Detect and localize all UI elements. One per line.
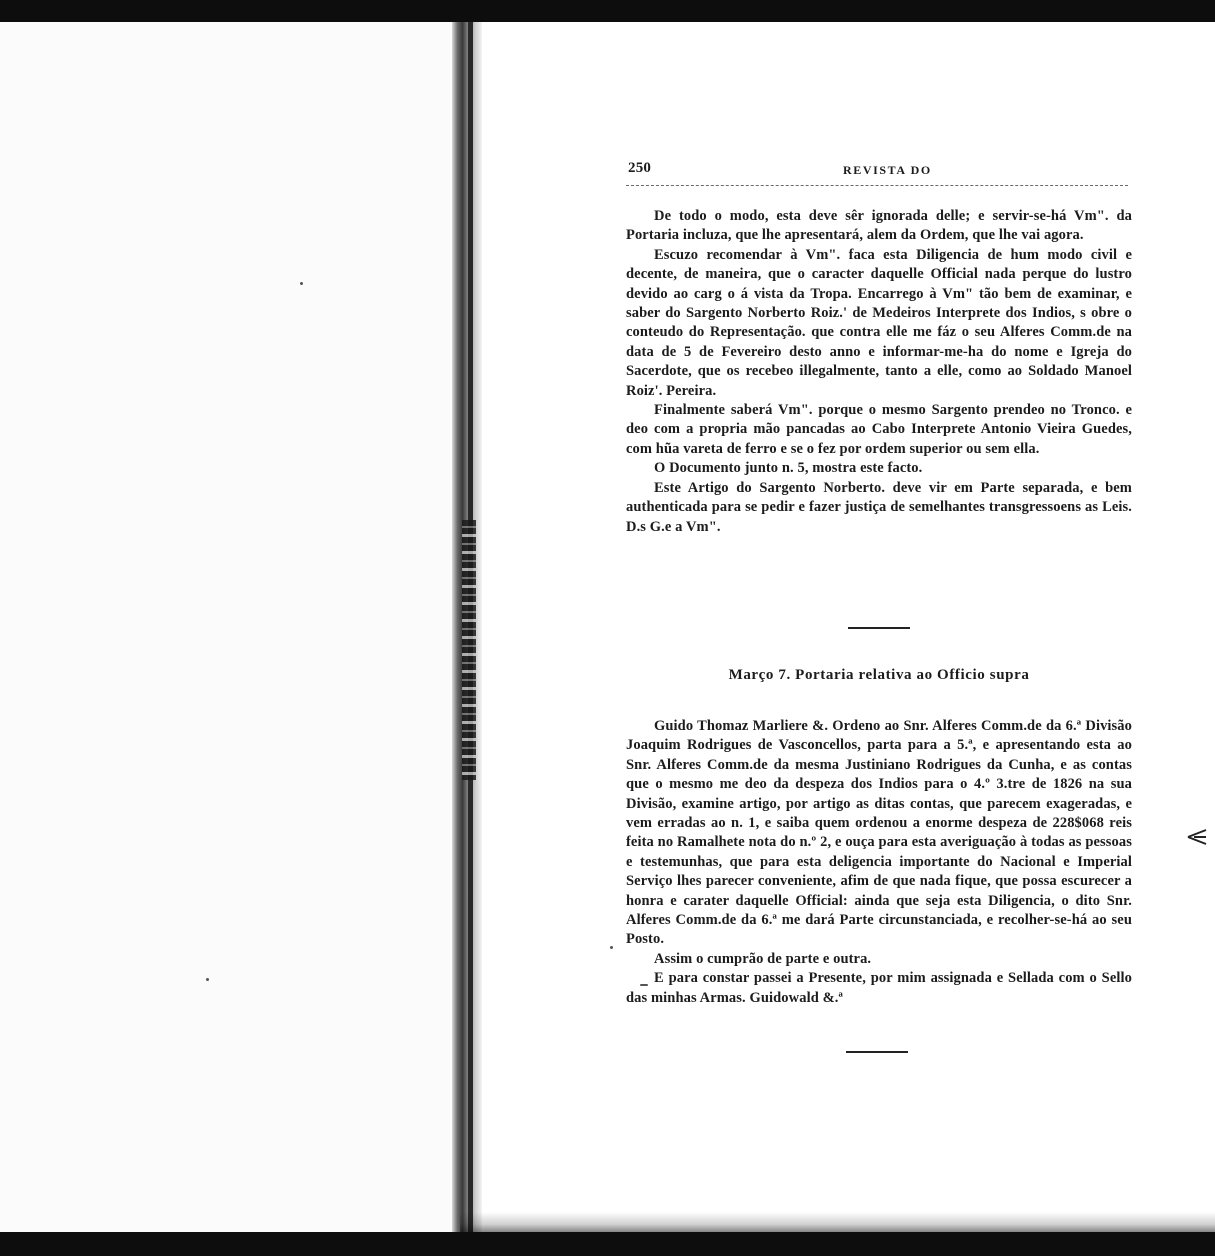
section-divider [848, 627, 910, 629]
letter-paragraph-3: Finalmente saberá Vm". porque o mesmo Sargento prendeo no Tronco. e deo com a propria mão pancadas ao Cabo Interprete Antonio Vieira Guedes, com hũa vareta de ferro e se o fez por ordem superior ou sem ella. [626, 402, 1132, 457]
letter-paragraph-5: Este Artigo do Sargento Norberto. deve vir em Parte separada, e bem authenticada para se pedir e fazer justiça de semelhantes transgressoens as Leis. D.s G.e a Vm". [626, 479, 1132, 535]
right-page [482, 22, 1215, 1232]
letter-paragraph-4: O Documento junto n. 5, mostra este facto. [654, 460, 923, 477]
portaria-paragraph-3: E para constar passei a Presente, por mim assignada e Sellada com o Sello das minhas Armas. Guidowald &.ª [626, 970, 1132, 1006]
scan-top-border [0, 0, 1215, 22]
header-rule [626, 185, 1128, 186]
scan-speck [300, 282, 303, 285]
spine-bleedthrough [462, 520, 476, 780]
letter-body [626, 207, 1132, 537]
end-divider [846, 1051, 908, 1053]
page-number: 250 [628, 160, 652, 176]
left-blank-page [0, 22, 452, 1232]
journal-title: REVISTA DO [843, 163, 932, 177]
letter-paragraph-1: De todo o modo, esta deve sêr ignorada delle; e servir-se-há Vm". da Portaria incluza, que lhe apresentará, alem da Ordem, que lhe vai agora. [626, 208, 1132, 244]
portaria-body [626, 717, 1132, 1008]
section-heading: Março 7. Portaria relativa ao Officio supra [728, 667, 1030, 683]
scan-speck [206, 978, 209, 981]
portaria-paragraph-2: Assim o cumprão de parte e outra. [654, 950, 872, 967]
page-bottom-shadow [460, 1212, 1215, 1234]
letter-paragraph-2: Escuzo recomendar à Vm". faca esta Diligencia de hum modo civil e decente, de maneira, que o caracter daquelle Official nada perque do lustro devido ao carg o á vista da Tropa. Encarrego à Vm" tão bem de examinar, e saber do Sargento Norberto Roiz.' de Medeiros Interprete dos Indios, s obre o conteudo do Representação. que contra elle me fáz o seu Alferes Comm.de na data de 5 de Fevereiro desto anno e informar-me-ha do nome e Igreja do Sacerdote, que os recebeo illegalmente, tanto a elle, como ao Soldado Manoel Roiz'. Pereira. [626, 246, 1132, 399]
scan-bottom-border [0, 1232, 1215, 1256]
portaria-paragraph-1: Guido Thomaz Marliere &. Ordeno ao Snr. Alferes Comm.de da 6.ª Divisão Joaquim Rodrigues de Vasconcellos, parta para a 5.ª, e apresentando esta ao Snr. Alferes Comm.de da mesma Justiniano Rodrigues da Cunha, e as contas que o mesmo me deo da despeza dos Indios para o 4.º 3.tre de 1826 na sua Divisão, examine artigo, por artigo as ditas contas, que parecem exageradas, e vem erradas ao n. 1, e saiba quem ordenou a enorme despeza de 228$068 reis feita no Ramalhete nota do n.º 2, e ouça para esta averiguação à todas as pessoas e testemunhas, que para esta deligencia importante do Nacional e Imperial Serviço lhes parecer conveniente, afim de que nada fique, que possa escurecer a honra e carater daquelle Official: ainda que seja esta Diligencia, o dito Snr. Alferes Comm.de da 6.ª me dará Parte circunstanciada, e recolher-se-há ao seu Posto. [626, 718, 1132, 948]
running-head [628, 160, 1128, 186]
